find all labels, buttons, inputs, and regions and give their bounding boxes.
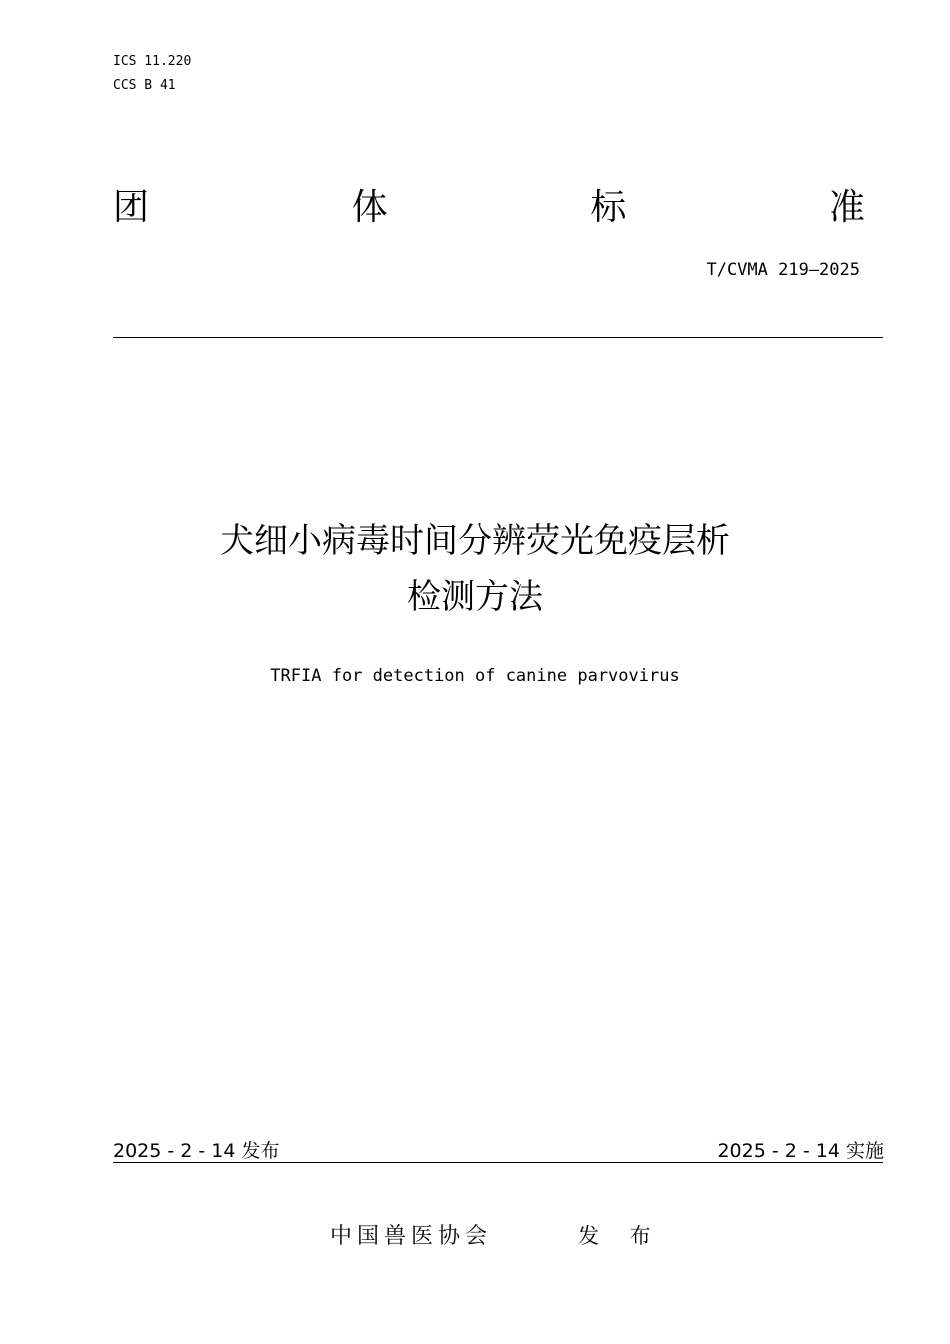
issue-date: 2025 - 2 - 14 发布 — [113, 1140, 280, 1162]
standard-type-char: 团 — [113, 187, 150, 228]
standard-type-heading — [113, 185, 865, 231]
standard-number: T/CVMA 219—2025 — [706, 260, 860, 280]
document-title-line-2: 检测方法 — [407, 577, 543, 617]
ccs-code: CCS B 41 — [113, 78, 176, 93]
standard-type-char: 体 — [351, 187, 388, 228]
publish-label: 发 布 — [578, 1224, 663, 1248]
footer-divider — [113, 1162, 883, 1163]
header-divider — [113, 337, 883, 338]
document-title-line-1: 犬细小病毒时间分辨荧光免疫层析 — [220, 521, 730, 561]
standard-type-char: 准 — [828, 187, 865, 228]
publisher-name: 中国兽医协会 — [330, 1224, 493, 1249]
ics-code: ICS 11.220 — [113, 54, 192, 69]
english-title: TRFIA for detection of canine parvovirus — [270, 666, 680, 686]
standard-type-char: 标 — [590, 187, 627, 228]
classification-codes — [113, 50, 191, 98]
implementation-date: 2025 - 2 - 14 实施 — [717, 1140, 884, 1162]
